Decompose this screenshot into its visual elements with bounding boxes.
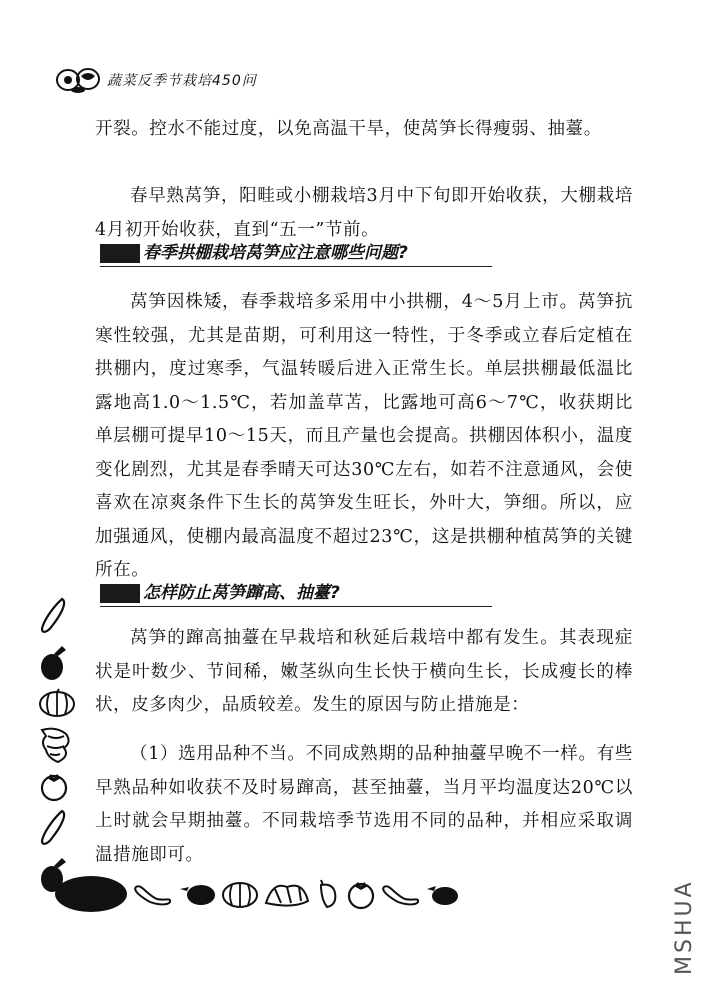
cabbage-icon: [38, 724, 74, 764]
vegetable-cluster-icon: [55, 66, 101, 94]
section-heading-2: [100, 580, 492, 607]
paragraph-2: 春早熟莴笋，阳畦或小棚栽培3月中下旬即开始收获，大棚栽培4月初开始收获，直到“五一”节前。: [95, 186, 633, 240]
eggplant-icon: [425, 881, 461, 907]
cucumber-icon: [38, 596, 68, 636]
paragraph-3: 莴笋因株矮，春季栽培多采用中小拱棚，4～5月上市。莴笋抗寒性较强，尤其是苗期，可利用这一特性，于冬季或立春后定植在拱棚内，度过寒季，气温转暖后进入正常生长。单层拱棚最低温比露地高1.0～1.5℃，若加盖草苫，比露地可高6～7℃，收获期比单层棚可提早10～15天，而且产量也会提高。拱棚因体积小，温度变化剧烈，尤其是春季晴天可达30℃左右，如若不注意通风，会使喜欢在凉爽条件下生长的莴笋发生旺长，外叶大，笋细。所以，应加强通风，使棚内最高温度不超过23℃，这是拱棚种植莴笋的关键所在。: [95, 292, 633, 580]
section-heading-1: [100, 240, 492, 267]
cucumber-icon: [38, 808, 68, 848]
paragraph-4: 莴笋的蹿高抽薹在早栽培和秋延后栽培中都有发生。其表现症状是叶数少、节间稀，嫩茎纵向生长快于横向生长，长成瘦长的棒状，皮多肉少，品质较差。发生的原因与防止措施是：: [95, 628, 633, 715]
pumpkin-icon: [38, 688, 76, 718]
section-marker: [100, 244, 140, 263]
cabbage-icon: [263, 879, 311, 909]
tomato-icon: [38, 770, 70, 802]
section-heading-1-text: 春季拱棚栽培莴笋应注意哪些问题?: [143, 243, 408, 263]
paragraph-5: （1）选用品种不当。不同成熟期的品种抽薹早晚不一样。有些早熟品种如收获不及时易蹿高，甚至抽薹，当月平均温度达20℃以上时就会早期抽薹。不同栽培季节选用不同的品种，并相应采取调温措施即可。: [95, 744, 633, 865]
pumpkin-icon: [221, 879, 259, 909]
paragraph-1: 开裂。控水不能过度，以免高温干旱，使莴笋长得瘦弱、抽薹。: [95, 119, 602, 139]
pepper-icon: [315, 879, 341, 909]
header-book-title: 蔬菜反季节栽培450问: [107, 73, 257, 89]
section-marker: [100, 584, 140, 603]
eggplant-icon: [38, 642, 70, 682]
side-vegetable-column: [38, 596, 80, 900]
footer-oval: [55, 876, 127, 912]
cucumber-icon: [381, 881, 421, 907]
cucumber-icon: [133, 881, 173, 907]
tomato-icon: [345, 878, 377, 910]
section-heading-2-text: 怎样防止莴笋蹿高、抽薹?: [143, 583, 340, 603]
watermark: MSHUA: [672, 879, 697, 975]
page-header: [55, 64, 257, 96]
eggplant-icon: [177, 881, 217, 907]
footer-vegetable-strip: [55, 876, 465, 912]
